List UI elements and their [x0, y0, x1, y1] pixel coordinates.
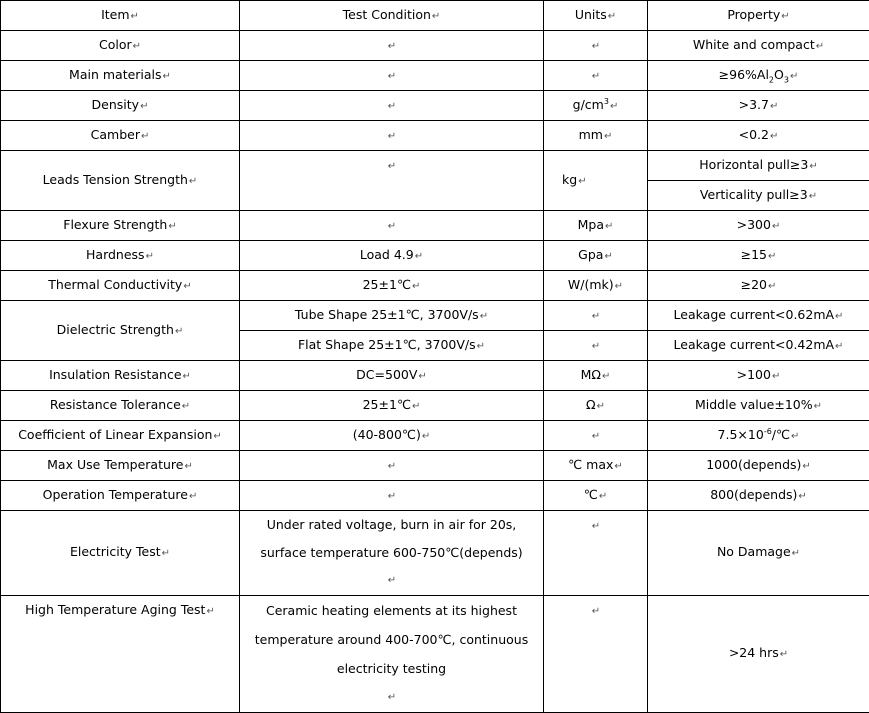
table-row — [1, 271, 869, 301]
units-cell: ↵ — [544, 596, 648, 713]
condition-cell: ↵ — [240, 31, 544, 61]
condition-cell: (40-800℃)↵ — [240, 421, 544, 451]
property-cell: >100↵ — [648, 361, 869, 391]
item-cell: Thermal Conductivity↵ — [1, 271, 240, 301]
units-cell: ↵ — [544, 331, 648, 361]
condition-cell: ↵ — [240, 211, 544, 241]
table-row — [1, 511, 869, 596]
units-cell: ↵ — [544, 421, 648, 451]
units-cell: $g/cm^3↵$ — [544, 91, 648, 121]
item-cell: Main materials↵ — [1, 61, 240, 91]
condition-cell: ↵ — [240, 151, 544, 211]
condition-cell: 25±1℃↵ — [240, 271, 544, 301]
property-cell: <0.2↵ — [648, 121, 869, 151]
item-cell: Electricity Test↵ — [1, 511, 240, 596]
condition-line: temperature around 400-700℃, continuous — [244, 625, 539, 654]
condition-cell: Tube Shape 25±1℃, 3700V/s↵ — [240, 301, 544, 331]
header-row — [1, 1, 869, 31]
item-cell: Density↵ — [1, 91, 240, 121]
units-cell: ℃↵ — [544, 481, 648, 511]
property-cell: No Damage↵ — [648, 511, 869, 596]
table-row — [1, 211, 869, 241]
table-row — [1, 301, 869, 331]
condition-line: Under rated voltage, burn in air for 20s, — [244, 511, 539, 539]
condition-cell: ↵ — [240, 481, 544, 511]
units-cell: ↵ — [544, 301, 648, 331]
units-cell: MΩ↵ — [544, 361, 648, 391]
property-cell: Horizontal pull≥3↵ — [648, 151, 869, 181]
item-cell: Resistance Tolerance↵ — [1, 391, 240, 421]
property-cell: Leakage current<0.62mA↵ — [648, 301, 869, 331]
property-cell: ≥20↵ — [648, 271, 869, 301]
item-cell: Hardness↵ — [1, 241, 240, 271]
units-cell: W/(mk)↵ — [544, 271, 648, 301]
condition-cell: ↵ — [240, 91, 544, 121]
item-cell: Leads Tension Strength↵ — [1, 151, 240, 211]
units-cell: Mpa↵ — [544, 211, 648, 241]
condition-cell: ↵ — [240, 121, 544, 151]
condition-line: electricity testing ↵ — [244, 654, 539, 712]
header-item: Item↵ — [1, 1, 240, 31]
item-cell: Coefficient of Linear Expansion↵ — [1, 421, 240, 451]
property-cell: $7.5\times 10^{-6}/℃↵$ — [648, 421, 869, 451]
table-row — [1, 596, 869, 713]
condition-cell — [240, 596, 544, 713]
item-cell: Color↵ — [1, 31, 240, 61]
property-cell: ≥15↵ — [648, 241, 869, 271]
table-row — [1, 241, 869, 271]
table-row — [1, 391, 869, 421]
property-cell: >3.7↵ — [648, 91, 869, 121]
table-row — [1, 361, 869, 391]
condition-cell: ↵ — [240, 451, 544, 481]
property-cell: $\ge 96\%Al_2O_3↵$ — [648, 61, 869, 91]
property-cell: Middle value±10%↵ — [648, 391, 869, 421]
condition-cell: Flat Shape 25±1℃, 3700V/s↵ — [240, 331, 544, 361]
condition-cell: Load 4.9↵ — [240, 241, 544, 271]
property-cell: >300↵ — [648, 211, 869, 241]
units-cell: Ω↵ — [544, 391, 648, 421]
item-cell: Insulation Resistance↵ — [1, 361, 240, 391]
table-row — [1, 151, 869, 181]
condition-cell: DC=500V↵ — [240, 361, 544, 391]
property-cell: >24 hrs↵ — [648, 596, 869, 713]
table-row — [1, 451, 869, 481]
units-cell: ↵ — [544, 31, 648, 61]
condition-line: Ceramic heating elements at its highest — [244, 596, 539, 625]
property-cell: 1000(depends)↵ — [648, 451, 869, 481]
table-row — [1, 481, 869, 511]
item-cell: Dielectric Strength↵ — [1, 301, 240, 361]
table-row — [1, 91, 869, 121]
item-cell: High Temperature Aging Test↵ — [1, 596, 240, 713]
units-cell: Gpa↵ — [544, 241, 648, 271]
table-row — [1, 121, 869, 151]
units-cell: kg↵ — [544, 151, 648, 211]
units-cell: ↵ — [544, 511, 648, 596]
table-row — [1, 61, 869, 91]
property-cell: 800(depends)↵ — [648, 481, 869, 511]
condition-cell: ↵ — [240, 61, 544, 91]
item-cell: Camber↵ — [1, 121, 240, 151]
header-units: Units↵ — [544, 1, 648, 31]
property-cell: Verticality pull≥3↵ — [648, 181, 869, 211]
table-row — [1, 421, 869, 451]
condition-line: surface temperature 600-750℃(depends) ↵ — [244, 539, 539, 595]
item-cell: Max Use Temperature↵ — [1, 451, 240, 481]
table-row — [1, 31, 869, 61]
condition-cell — [240, 511, 544, 596]
item-cell: Flexure Strength↵ — [1, 211, 240, 241]
units-cell: mm↵ — [544, 121, 648, 151]
units-cell: ℃ max↵ — [544, 451, 648, 481]
header-test-condition: Test Condition↵ — [240, 1, 544, 31]
condition-cell: 25±1℃↵ — [240, 391, 544, 421]
property-cell: Leakage current<0.42mA↵ — [648, 331, 869, 361]
property-cell: White and compact↵ — [648, 31, 869, 61]
item-cell: Operation Temperature↵ — [1, 481, 240, 511]
units-cell: ↵ — [544, 61, 648, 91]
header-property: Property↵ — [648, 1, 869, 31]
